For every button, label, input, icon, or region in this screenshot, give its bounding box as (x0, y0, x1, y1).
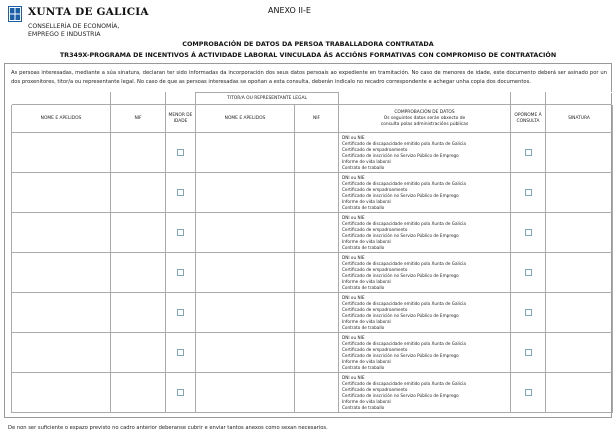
signature-cell[interactable] (546, 373, 613, 413)
minor-cell (166, 213, 196, 253)
xunta-logo (8, 6, 178, 42)
document-item: Certificado de inscrición no Servizo Público de Emprego (342, 193, 459, 199)
form-subtitle: TR349X-PROGRAMA DE INCENTIVOS Á ACTIVIDADE LABORAL VINCULADA ÁS ACCIÓNS FORMATIVAS CON COMPROMISO DE CONTRATACIÓN (59, 51, 557, 59)
oppose-cell (511, 133, 546, 173)
document-item: Certificado de discapacidade emitido pola Xunta de Galicia (342, 261, 466, 267)
name-input-cell[interactable] (12, 133, 111, 173)
rep-name-input-cell[interactable] (196, 373, 295, 413)
document-item: Informe de vida laboral (342, 359, 391, 365)
oppose-cell (511, 213, 546, 253)
document-item: DNI ou NIE (342, 215, 365, 220)
documents-cell (339, 373, 511, 413)
document-item: DNI ou NIE (342, 255, 365, 260)
col-header-rep-name: NOME E APELIDOS (196, 105, 295, 133)
document-item: Certificado de inscrición no Servizo Público de Emprego (342, 353, 459, 359)
document-item: Informe de vida laboral (342, 239, 391, 245)
rep-name-input-cell[interactable] (196, 253, 295, 293)
document-item: Certificado de empadroamento (342, 227, 408, 233)
document-item: Certificado de inscrición no Servizo Público de Emprego (342, 313, 459, 319)
minor-checkbox[interactable] (177, 389, 184, 396)
oppose-checkbox[interactable] (525, 389, 532, 396)
col-header-oppose: OPÓÑOME Á CONSULTA (511, 105, 546, 133)
minor-cell (166, 173, 196, 213)
rep-nif-input-cell[interactable] (295, 213, 339, 253)
nif-input-cell[interactable] (111, 173, 166, 213)
minor-cell (166, 373, 196, 413)
document-item: Contrato de traballo (342, 325, 385, 331)
rep-nif-input-cell[interactable] (295, 133, 339, 173)
table-row (12, 213, 613, 253)
nif-input-cell[interactable] (111, 253, 166, 293)
documents-cell (339, 213, 511, 253)
signature-cell[interactable] (546, 253, 613, 293)
nif-input-cell[interactable] (111, 333, 166, 373)
document-item: Contrato de traballo (342, 285, 385, 291)
table-row (12, 373, 613, 413)
minor-checkbox[interactable] (177, 269, 184, 276)
oppose-cell (511, 293, 546, 333)
rep-name-input-cell[interactable] (196, 213, 295, 253)
document-item: Certificado de discapacidade emitido pola Xunta de Galicia (342, 381, 466, 387)
rep-nif-input-cell[interactable] (295, 173, 339, 213)
minor-cell (166, 253, 196, 293)
document-item: Certificado de empadroamento (342, 347, 408, 353)
minor-cell (166, 293, 196, 333)
rep-name-input-cell[interactable] (196, 333, 295, 373)
document-item: DNI ou NIE (342, 175, 365, 180)
oppose-checkbox[interactable] (525, 149, 532, 156)
document-item: Certificado de empadroamento (342, 267, 408, 273)
signature-cell[interactable] (546, 213, 613, 253)
xunta-shield-icon (8, 6, 22, 22)
oppose-checkbox[interactable] (525, 309, 532, 316)
document-item: Certificado de discapacidade emitido pola Xunta de Galicia (342, 301, 466, 307)
document-item: Certificado de inscrición no Servizo Público de Emprego (342, 233, 459, 239)
col-header-rep-nif: NIF (295, 105, 339, 133)
minor-checkbox[interactable] (177, 349, 184, 356)
document-item: Certificado de empadroamento (342, 147, 408, 153)
document-item: Contrato de traballo (342, 365, 385, 371)
name-input-cell[interactable] (12, 333, 111, 373)
document-item: Certificado de discapacidade emitido pola Xunta de Galicia (342, 341, 466, 347)
table-row (12, 333, 613, 373)
name-input-cell[interactable] (12, 173, 111, 213)
rep-nif-input-cell[interactable] (295, 373, 339, 413)
minor-cell (166, 333, 196, 373)
minor-cell (166, 133, 196, 173)
rep-nif-input-cell[interactable] (295, 333, 339, 373)
minor-checkbox[interactable] (177, 189, 184, 196)
document-item: Informe de vida laboral (342, 279, 391, 285)
document-item: Certificado de inscrición no Servizo Público de Emprego (342, 153, 459, 159)
oppose-cell (511, 173, 546, 213)
rep-nif-input-cell[interactable] (295, 253, 339, 293)
table-row (12, 253, 613, 293)
form-frame (4, 63, 612, 418)
brand-name: XUNTA DE GALICIA (28, 6, 149, 18)
footer-note: De non ser suficiente o espazo previsto no cadro anterior deberanse cubrir e enviar tantos anexos como sexan necesarios. (8, 425, 328, 431)
documents-cell (339, 173, 511, 213)
rep-name-input-cell[interactable] (196, 133, 295, 173)
rep-name-input-cell[interactable] (196, 293, 295, 333)
table-row (12, 133, 613, 173)
col-header-minor: MENOR DE IDADE (166, 105, 196, 133)
oppose-checkbox[interactable] (525, 269, 532, 276)
document-item: DNI ou NIE (342, 135, 365, 140)
document-item: DNI ou NIE (342, 295, 365, 300)
document-item: Informe de vida laboral (342, 199, 391, 205)
document-item: Informe de vida laboral (342, 159, 391, 165)
document-item: Certificado de inscrición no Servizo Público de Emprego (342, 273, 459, 279)
document-item: Certificado de empadroamento (342, 307, 408, 313)
signature-cell[interactable] (546, 293, 613, 333)
signature-cell[interactable] (546, 133, 613, 173)
nif-input-cell[interactable] (111, 293, 166, 333)
name-input-cell[interactable] (12, 373, 111, 413)
minor-checkbox[interactable] (177, 149, 184, 156)
documents-cell (339, 293, 511, 333)
document-item: Certificado de empadroamento (342, 187, 408, 193)
group-header-representative: TITOR/A OU REPRESENTANTE LEGAL (196, 93, 339, 105)
document-item: Certificado de empadroamento (342, 387, 408, 393)
col-header-nif: NIF (111, 105, 166, 133)
document-item: Contrato de traballo (342, 165, 385, 171)
document-item: DNI ou NIE (342, 335, 365, 340)
document-item: Contrato de traballo (342, 405, 385, 411)
department-name: CONSELLERÍA DE ECONOMÍA, EMPREGO E INDUSTRIA (28, 23, 120, 38)
signature-cell[interactable] (546, 333, 613, 373)
document-item: Contrato de traballo (342, 245, 385, 251)
document-item: Informe de vida laboral (342, 399, 391, 405)
minor-checkbox[interactable] (177, 229, 184, 236)
rep-name-input-cell[interactable] (196, 173, 295, 213)
nif-input-cell[interactable] (111, 133, 166, 173)
documents-cell (339, 253, 511, 293)
oppose-checkbox[interactable] (525, 229, 532, 236)
signature-cell[interactable] (546, 173, 613, 213)
oppose-cell (511, 333, 546, 373)
oppose-cell (511, 373, 546, 413)
nif-input-cell[interactable] (111, 373, 166, 413)
col-header-data-check: COMPROBACIÓN DE DATOS Os seguintes datos serán obxecto de consulta polas administracións públicas (339, 105, 511, 133)
oppose-checkbox[interactable] (525, 189, 532, 196)
documents-cell (339, 333, 511, 373)
documents-cell (339, 133, 511, 173)
table-row (12, 293, 613, 333)
oppose-checkbox[interactable] (525, 349, 532, 356)
name-input-cell[interactable] (12, 293, 111, 333)
annex-label: ANEXO II-E (268, 6, 311, 15)
col-header-signature: SINATURA (546, 105, 613, 133)
document-item: DNI ou NIE (342, 375, 365, 380)
name-input-cell[interactable] (12, 213, 111, 253)
document-item: Certificado de discapacidade emitido pola Xunta de Galicia (342, 221, 466, 227)
document-item: Certificado de discapacidade emitido pola Xunta de Galicia (342, 141, 466, 147)
data-check-table (11, 92, 613, 413)
rep-nif-input-cell[interactable] (295, 293, 339, 333)
document-item: Contrato de traballo (342, 205, 385, 211)
name-input-cell[interactable] (12, 253, 111, 293)
col-header-name: NOME E APELIDOS (12, 105, 111, 133)
intro-paragraph: As persoas interesadas, mediante a súa sinatura, declaran ter sido informadas da incorporación dos seus datos persoais ao expediente en tramitación. No caso de menores de idade, este documento deberá ser asinado por un dos proxenitores, titor/a ou representante legal. No caso de que as persoas interesadas se opoñan a esta consulta, deberán indicalo no recadro correspondente e achegar unha copia dos documentos. (11, 70, 607, 85)
document-item: Certificado de inscrición no Servizo Público de Emprego (342, 393, 459, 399)
document-item: Certificado de discapacidade emitido pola Xunta de Galicia (342, 181, 466, 187)
document-item: Informe de vida laboral (342, 319, 391, 325)
oppose-cell (511, 253, 546, 293)
table-row (12, 173, 613, 213)
form-title: COMPROBACIÓN DE DATOS DA PERSOA TRABALLADORA CONTRATADA (182, 40, 434, 48)
nif-input-cell[interactable] (111, 213, 166, 253)
minor-checkbox[interactable] (177, 309, 184, 316)
